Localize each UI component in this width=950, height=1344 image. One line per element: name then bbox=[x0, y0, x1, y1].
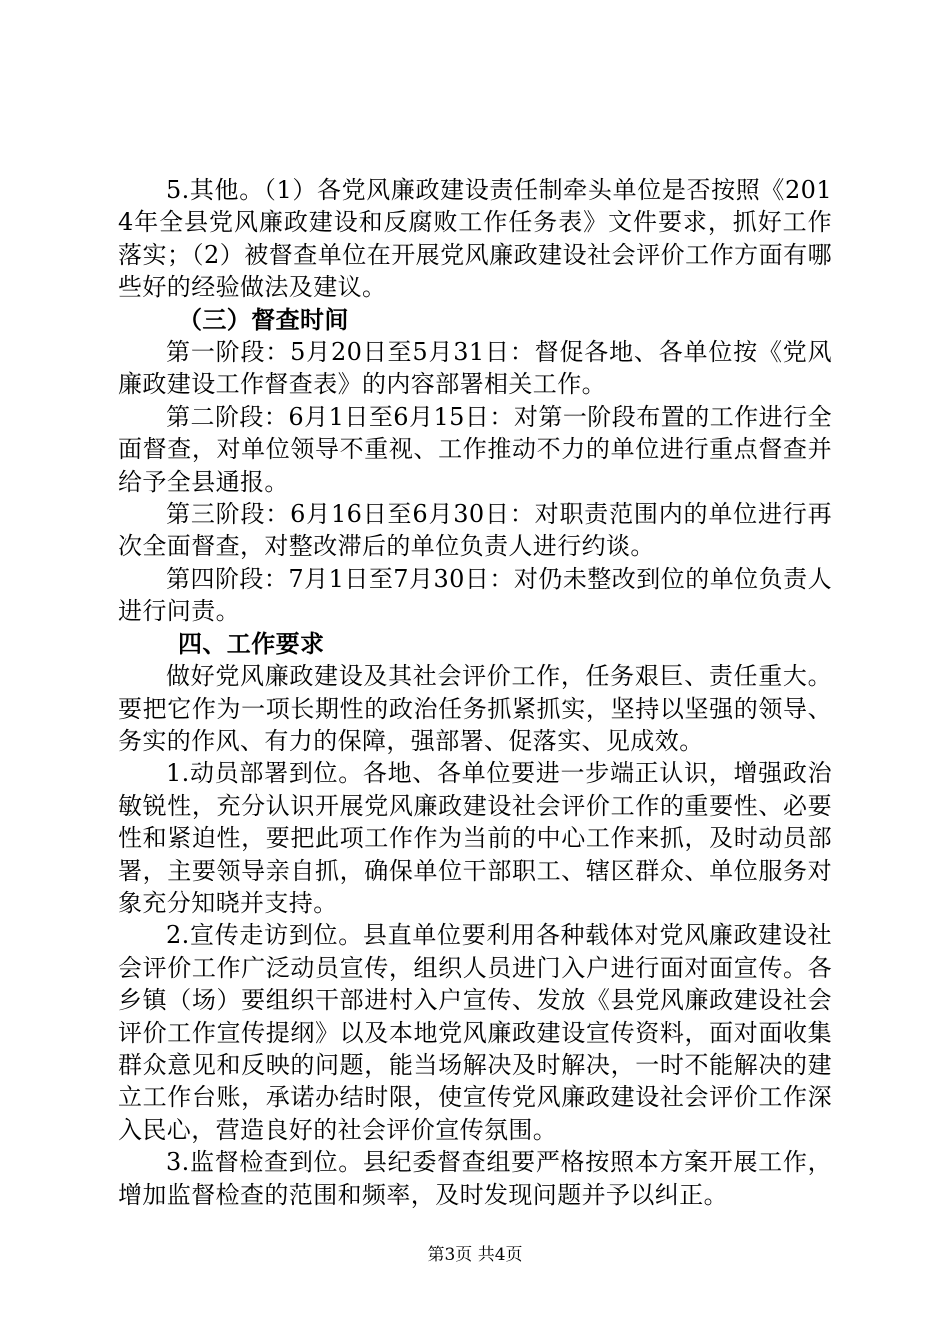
page-footer: 第3页 共4页 bbox=[427, 1245, 523, 1265]
paragraph-other-items: 5.其他。（1）各党风廉政建设责任制牵头单位是否按照《2014年全县党风廉政建设和反腐败工作任务表》文件要求，抓好工作落实；（2）被督查单位在开展党风廉政建设社会评价工作方面有哪些好的经验做法及建议。 bbox=[118, 176, 832, 302]
paragraph-stage-three: 第三阶段：6月16日至6月30日：对职责范围内的单位进行再次全面督查，对整改滞后的单位负责人进行约谈。 bbox=[118, 500, 832, 561]
paragraph-requirements-intro: 做好党风廉政建设及其社会评价工作，任务艰巨、责任重大。要把它作为一项长期性的政治任务抓紧抓实，坚持以坚强的领导、务实的作风、有力的保障，强部署、促落实、见成效。 bbox=[118, 662, 832, 755]
heading-inspection-time: （三）督查时间 bbox=[178, 305, 349, 334]
paragraph-mobilization: 1.动员部署到位。各地、各单位要进一步端正认识，增强政治敏锐性，充分认识开展党风廉政建设社会评价工作的重要性、必要性和紧迫性，要把此项工作作为当前的中心工作来抓，及时动员部署，主要领导亲自抓，确保单位干部职工、辖区群众、单位服务对象充分知晓并支持。 bbox=[118, 759, 832, 917]
heading-work-requirements: 四、工作要求 bbox=[178, 629, 325, 658]
paragraph-supervision: 3.监督检查到位。县纪委督查组要严格按照本方案开展工作，增加监督检查的范围和频率，及时发现问题并予以纠正。 bbox=[118, 1148, 832, 1209]
document-body bbox=[118, 174, 832, 1211]
paragraph-stage-one: 第一阶段：5月20日至5月31日：督促各地、各单位按《党风廉政建设工作督查表》的内容部署相关工作。 bbox=[118, 338, 832, 399]
paragraph-stage-four: 第四阶段：7月1日至7月30日：对仍未整改到位的单位负责人进行问责。 bbox=[118, 564, 832, 626]
paragraph-publicity: 2.宣传走访到位。县直单位要利用各种载体对党风廉政建设社会评价工作广泛动员宣传，组织人员进门入户进行面对面宣传。各乡镇（场）要组织干部进村入户宣传、发放《县党风廉政建设社会评价工作宣传提纲》以及本地党风廉政建设宣传资料，面对面收集群众意见和反映的问题，能当场解决及时解决，一时不能解决的建立工作台账，承诺办结时限，使宣传党风廉政建设社会评价工作深入民心，营造良好的社会评价宣传氛围。 bbox=[118, 921, 832, 1144]
paragraph-stage-two: 第二阶段：6月1日至6月15日：对第一阶段布置的工作进行全面督查，对单位领导不重视、工作推动不力的单位进行重点督查并给予全县通报。 bbox=[118, 402, 832, 496]
